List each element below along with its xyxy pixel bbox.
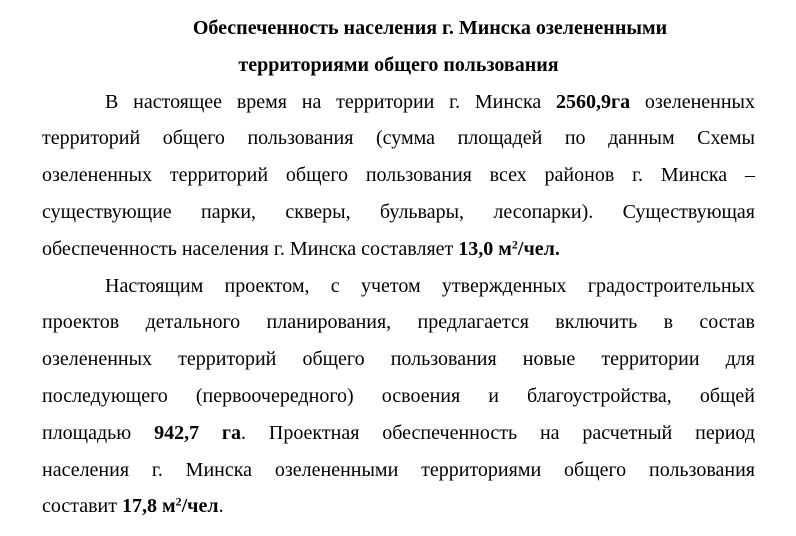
text-segment: площадью — [42, 421, 155, 444]
paragraph-2 — [42, 268, 755, 526]
title-line-2: территориями общего пользования — [238, 53, 559, 76]
paragraph-1-line-5 — [42, 231, 755, 268]
paragraph-2-line-3: озелененных территорий общего пользования новые территории для — [42, 348, 755, 371]
paragraph-1-line-4: существующие парки, скверы, бульвары, лесопарки). Существующая — [42, 200, 755, 223]
superscript: 2 — [511, 237, 518, 252]
current-provision-unit: /чел. — [517, 237, 560, 260]
paragraph-2-line-7 — [42, 488, 755, 525]
paragraph-1 — [42, 84, 755, 268]
text-segment: . Проектная обеспеченность на расчетный период — [241, 421, 755, 444]
text-segment: озелененных — [630, 90, 755, 113]
paragraph-2-line-2: проектов детального планирования, предлагается включить в состав — [42, 311, 755, 334]
paragraph-2-line-4: последующего (первоочередного) освоения и благоустройства, общей — [42, 384, 755, 407]
title-line-1: Обеспеченность населения г. Минска озелененными — [192, 17, 668, 39]
projected-provision-unit: /чел — [181, 495, 219, 518]
current-provision-value: 13,0 м — [458, 237, 512, 260]
text-segment: обеспеченность населения г. Минска составляет — [42, 237, 459, 260]
text-segment: составит — [42, 495, 122, 518]
paragraph-2-line-1: Настоящим проектом, с учетом утвержденных градостроительных — [105, 274, 755, 297]
paragraph-1-line-3: озелененных территорий общего пользования всех районов г. Минска – — [42, 164, 755, 187]
document-title — [42, 10, 755, 84]
paragraph-1-line-2: территорий общего пользования (сумма площадей по данным Схемы — [42, 127, 755, 150]
text-segment: . — [218, 495, 224, 518]
green-area-total: 2560,9га — [556, 90, 631, 113]
text-segment: В настоящее время на территории г. Минска — [105, 90, 557, 113]
new-area-total: 942,7 га — [154, 421, 242, 444]
paragraph-1-line-1 — [42, 84, 755, 121]
paragraph-2-line-6: населения г. Минска озелененными территориями общего пользования — [42, 458, 755, 481]
projected-provision-value: 17,8 м — [122, 495, 176, 518]
superscript: 2 — [175, 494, 182, 509]
paragraph-2-line-5 — [42, 415, 755, 452]
